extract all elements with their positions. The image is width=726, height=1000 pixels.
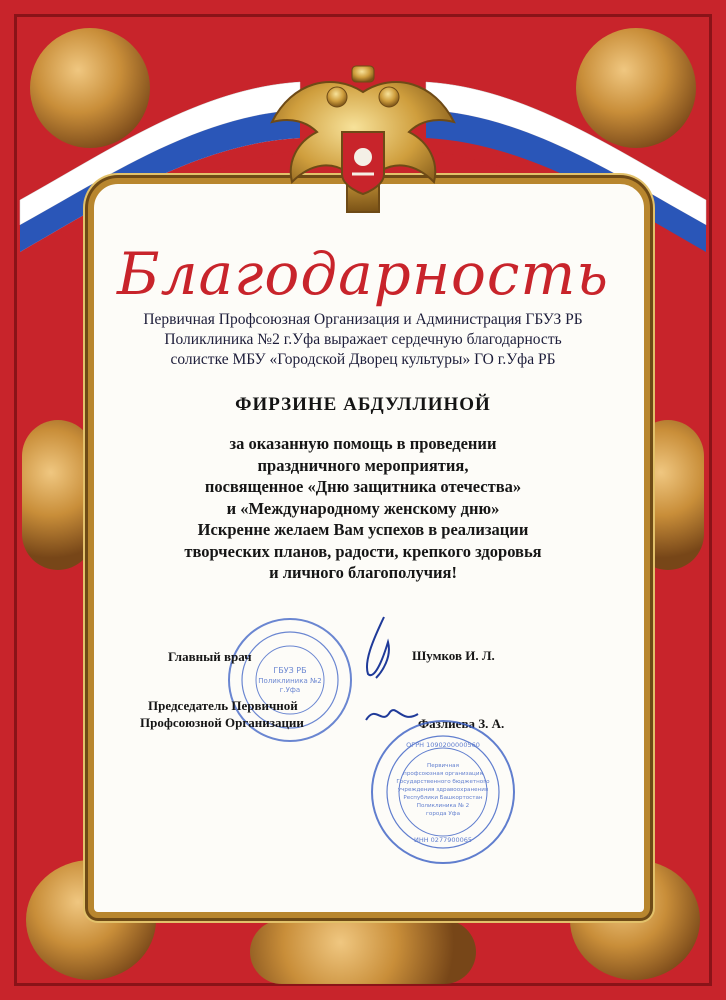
stamp2-line: учреждения здравоохранения — [397, 787, 489, 793]
stamp2-line: Республики Башкортостан — [403, 795, 483, 801]
signatory-name-2: Фазлиева З. А. — [418, 716, 505, 731]
stamp2-ogrn: ОГРН 1090200000560 — [406, 741, 480, 749]
body-line: и личного благополучия! — [269, 563, 457, 582]
body-line: творческих планов, радости, крепкого здоровья — [184, 541, 542, 561]
body-paragraph — [95, 433, 631, 584]
intro-paragraph — [95, 310, 631, 370]
handwritten-signature-1 — [362, 612, 402, 682]
signatory-title-2 — [140, 697, 304, 731]
body-line: и «Международному женскому дню» — [226, 498, 500, 518]
intro-line: Поликлиника №2 г.Уфа выражает сердечную благодарность — [164, 331, 562, 348]
stamp2-line: Поликлиника № 2 — [416, 803, 470, 809]
recipient-name: ФИРЗИНЕ АБДУЛЛИНОЙ — [235, 394, 491, 415]
ornament-mid-left — [22, 420, 94, 570]
stamp2-inn: ИНН 0277900065 — [413, 836, 473, 844]
stamp1-line: г.Уфа — [279, 686, 301, 694]
stamp2-line: Первичная — [427, 763, 459, 769]
ornament-bottom-center — [250, 920, 476, 984]
intro-line: Первичная Профсоюзная Организация и Администрация ГБУЗ РБ — [143, 311, 583, 328]
signatory-title-line: Председатель Первичной — [148, 698, 298, 713]
body-line: посвященное «Дню защитника отечества» — [204, 477, 522, 496]
body-line: за оказанную помощь в проведении — [229, 434, 497, 453]
signatory-title-line: Профсоюзной Организации — [140, 715, 304, 730]
double-headed-eagle-emblem — [262, 62, 464, 238]
stamp2-line: Государственного бюджетного — [396, 779, 490, 785]
body-line: Искренне желаем Вам успехов в реализации — [197, 520, 529, 539]
stamp1-line: ГБУЗ РБ — [273, 666, 307, 675]
round-stamp-2 — [368, 717, 518, 867]
stamp2-line: профсоюзная организация — [403, 771, 483, 777]
stamp1-line: Поликлиника №2 — [258, 677, 322, 685]
signatory-name-1: Шумков И. Л. — [412, 648, 495, 663]
stamp2-line: города Уфа — [425, 811, 461, 817]
intro-line: солистке МБУ «Городской Дворец культуры» ГО г.Уфа РБ — [170, 351, 556, 368]
signatory-title-1: Главный врач — [168, 649, 252, 664]
certificate-title: Благодарность — [116, 240, 609, 308]
body-line: праздничного мероприятия, — [257, 455, 469, 475]
